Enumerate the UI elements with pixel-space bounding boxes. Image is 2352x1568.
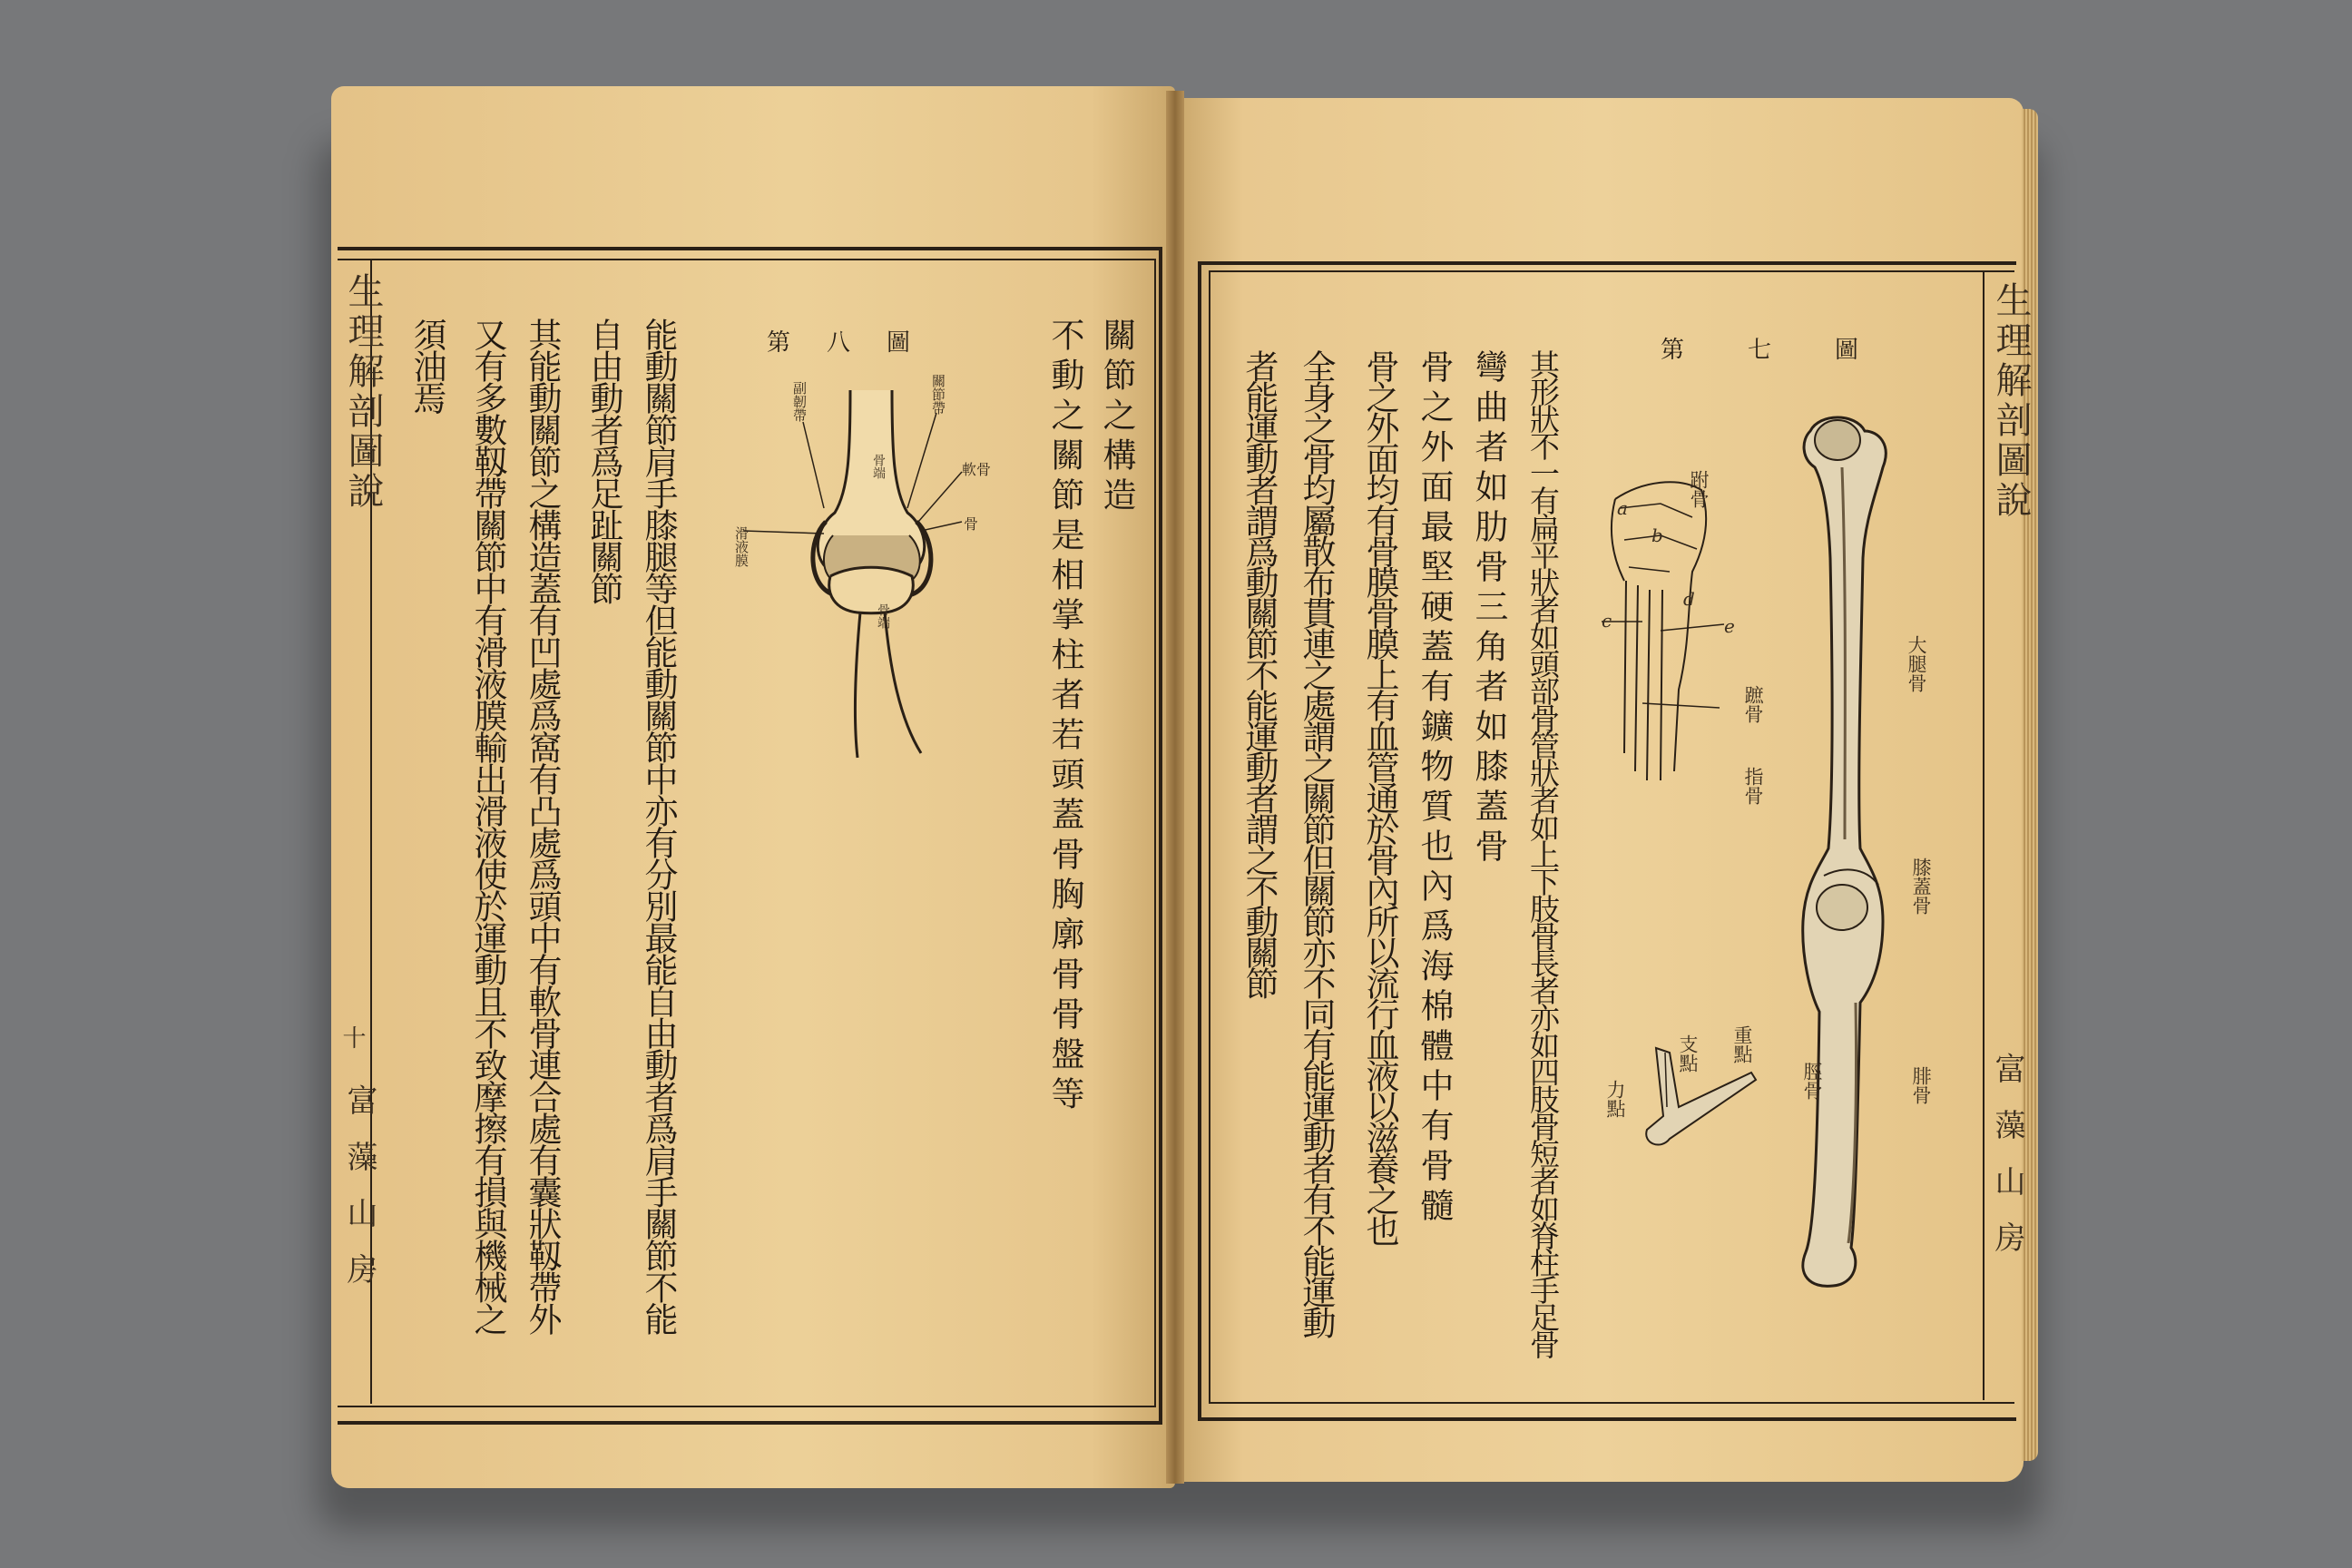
lever-label-fulcrum: 支點	[1677, 1034, 1699, 1073]
right-column-5: 全身之骨均屬散布貫連之處謂之關節但關節亦不同有能運動者有不能運動	[1297, 349, 1336, 1337]
left-column-4: 自由動者爲足趾關節	[584, 318, 623, 603]
figure-8-caption: 第八圖	[767, 329, 947, 357]
right-publisher: 富藻山房	[1989, 1053, 2025, 1278]
book-gutter	[1166, 91, 1184, 1484]
figure-7-caption: 第七圖	[1661, 337, 1923, 364]
left-edge-title: 生理解剖圖說	[342, 272, 384, 512]
foot-label-b: b	[1651, 524, 1663, 546]
lever-label-force: 力點	[1604, 1080, 1626, 1118]
right-column-1: 其形狀不一有扁平狀者如頭部骨管狀者如上下肢骨長者亦如四肢骨短者如脊柱手足骨	[1525, 349, 1561, 1357]
right-edge-title: 生理解剖圖說	[1990, 281, 2032, 521]
leg-label-patella: 膝蓋骨	[1910, 858, 1932, 915]
foot-label-d: d	[1683, 588, 1695, 610]
left-column-6: 又有多數靱帶關節中有滑液膜輸出滑液使於運動且不致摩擦有損與機械之	[468, 318, 507, 1334]
leg-label-tibia: 脛骨	[1801, 1062, 1823, 1100]
joint-label-bone-end-upper: 骨端	[871, 454, 886, 479]
left-page-number: 十	[338, 1025, 366, 1049]
foot-bones-diagram	[1606, 481, 1742, 799]
foot-label-a: a	[1617, 497, 1628, 519]
left-column-7: 須油焉	[407, 318, 446, 413]
joint-diagram	[726, 372, 998, 771]
left-column-3: 能動關節肩手膝腿等但能動關節中亦有分別最能自由動者爲肩手關節不能	[639, 318, 678, 1334]
left-publisher: 富藻山房	[341, 1084, 377, 1309]
joint-label-bone-end-lower: 骨端	[876, 603, 890, 629]
right-column-3: 骨之外面最堅硬蓋有鑛物質也內爲海棉體中有骨髓	[1415, 349, 1454, 1228]
leg-label-femur: 大腿骨	[1906, 635, 1927, 692]
joint-label-synovial: 滑液膜	[733, 526, 750, 567]
joint-label-fibrous: 副韌帶	[791, 381, 808, 422]
left-column-5: 其能動關節之構造蓋有凹處爲窩有凸處爲頭中有軟骨連合處有囊狀靱帶外	[523, 318, 562, 1334]
right-column-2: 彎曲者如肋骨三角者如膝蓋骨	[1469, 349, 1508, 868]
foot-label-e: e	[1724, 615, 1735, 637]
joint-label-bone: 骨	[964, 515, 979, 533]
foot-label-c: c	[1602, 610, 1612, 632]
foot-label-phalanx: 指骨	[1742, 767, 1764, 805]
joint-label-ligament: 關節帶	[930, 374, 946, 415]
joint-label-cartilage: 軟骨	[962, 461, 992, 478]
right-column-6: 者能運動者謂爲動關節不能運動者謂之不動關節	[1240, 349, 1279, 997]
leg-bones-diagram	[1792, 413, 1919, 1311]
left-column-2: 不動之關節是相掌柱者若頭蓋骨胸廓骨骨盤等	[1045, 318, 1084, 1116]
foot-label-metatarsal: 蹠骨	[1742, 685, 1764, 723]
right-column-4: 骨之外面均有骨膜骨膜上有血管通於骨內所以流行血液以滋養之也	[1360, 349, 1399, 1244]
foot-label-tarsal: 跗骨	[1688, 470, 1710, 508]
lever-label-weight: 重點	[1731, 1025, 1753, 1063]
leg-label-fibula: 腓骨	[1910, 1066, 1932, 1104]
right-margin-rule	[1983, 270, 1984, 1400]
left-column-1: 關節之構造	[1097, 318, 1136, 517]
